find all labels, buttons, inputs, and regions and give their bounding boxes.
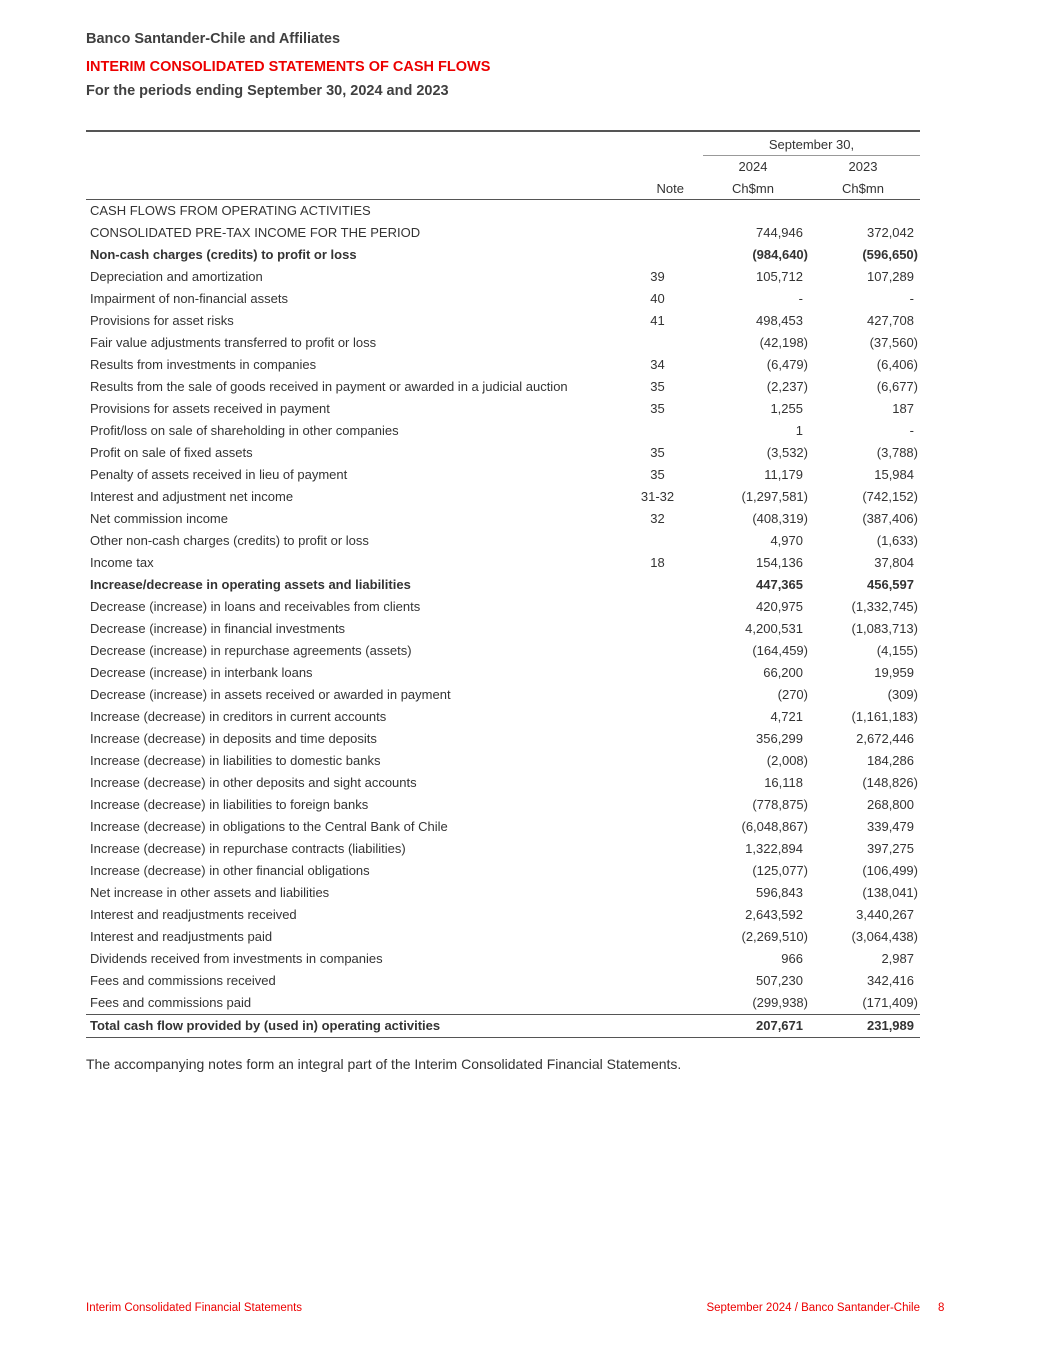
row-label: Impairment of non-financial assets [90, 291, 288, 306]
table-row [86, 596, 920, 618]
row-value-2024: 11,179 [764, 467, 803, 482]
row-value-2024: (164,459) [752, 643, 808, 658]
row-label: Interest and readjustments received [90, 907, 297, 922]
unit-2024-header: Ch$mn [732, 181, 774, 196]
row-label: Increase (decrease) in other deposits and sight accounts [90, 775, 417, 790]
row-note: 18 [650, 555, 665, 570]
row-value-2023: (6,406) [876, 357, 918, 372]
table-row [86, 992, 920, 1014]
row-label: CONSOLIDATED PRE-TAX INCOME FOR THE PERIOD [90, 225, 421, 240]
row-label: Increase (decrease) in other financial obligations [90, 863, 370, 878]
row-value-2023: (309) [887, 687, 918, 702]
row-value-2024: (2,008) [766, 753, 808, 768]
footer-document-name: Interim Consolidated Financial Statements [86, 1302, 303, 1314]
row-value-2023: 397,275 [867, 841, 914, 856]
row-value-2024: 4,721 [770, 709, 803, 724]
row-label: Profit on sale of fixed assets [90, 445, 253, 460]
row-note: 35 [650, 379, 665, 394]
table-row [86, 970, 920, 992]
row-label: Provisions for asset risks [90, 313, 234, 328]
row-label: Provisions for assets received in payment [90, 401, 330, 416]
row-label: Penalty of assets received in lieu of payment [90, 467, 348, 482]
row-label: Other non-cash charges (credits) to profit or loss [90, 533, 369, 548]
table-header [86, 132, 920, 199]
row-value-2023: (37,560) [869, 335, 918, 350]
row-value-2024: 207,671 [756, 1018, 803, 1033]
row-label: Decrease (increase) in assets received or awarded in payment [90, 687, 451, 702]
total-row [86, 1014, 920, 1038]
table-row [86, 728, 920, 750]
unit-2023-header: Ch$mn [842, 181, 884, 196]
row-note: 35 [650, 467, 665, 482]
row-value-2024: (6,048,867) [741, 819, 808, 834]
row-value-2023: 456,597 [867, 577, 914, 592]
row-label: Income tax [90, 555, 154, 570]
row-label: Decrease (increase) in repurchase agreements (assets) [90, 643, 412, 658]
row-note: 34 [650, 357, 665, 372]
row-value-2023: (1,332,745) [851, 599, 918, 614]
row-label: Increase/decrease in operating assets and liabilities [90, 577, 411, 592]
row-label: Fair value adjustments transferred to profit or loss [90, 335, 377, 350]
row-value-2024: 356,299 [756, 731, 803, 746]
row-label: Fees and commissions received [90, 973, 276, 988]
table-row [86, 464, 920, 486]
row-label: CASH FLOWS FROM OPERATING ACTIVITIES [90, 203, 371, 218]
row-value-2023: 184,286 [867, 753, 914, 768]
row-label: Net increase in other assets and liabilities [90, 885, 330, 900]
table-row [86, 860, 920, 882]
table-row [86, 618, 920, 640]
table-row [86, 948, 920, 970]
row-value-2024: (270) [777, 687, 808, 702]
table-row [86, 244, 920, 266]
row-value-2024: (125,077) [752, 863, 808, 878]
row-value-2024: (2,269,510) [741, 929, 808, 944]
table-row [86, 662, 920, 684]
row-value-2024: 4,200,531 [745, 621, 803, 636]
row-label: Increase (decrease) in creditors in current accounts [90, 709, 387, 724]
row-value-2023: (3,064,438) [851, 929, 918, 944]
row-value-2024: 105,712 [756, 269, 803, 284]
row-value-2024: 1,255 [770, 401, 803, 416]
row-label: Decrease (increase) in financial investments [90, 621, 346, 636]
table-row [86, 288, 920, 310]
row-value-2024: 1 [795, 423, 803, 438]
table-row [86, 926, 920, 948]
row-value-2023: (387,406) [862, 511, 918, 526]
table-row [86, 574, 920, 596]
row-value-2024: 16,118 [764, 775, 803, 790]
row-value-2024: (778,875) [752, 797, 808, 812]
row-label: Increase (decrease) in liabilities to domestic banks [90, 753, 381, 768]
row-label: Increase (decrease) in repurchase contracts (liabilities) [90, 841, 406, 856]
row-label: Profit/loss on sale of shareholding in other companies [90, 423, 399, 438]
row-value-2023: (3,788) [876, 445, 918, 460]
row-value-2023: 372,042 [867, 225, 914, 240]
row-value-2023: 2,672,446 [856, 731, 914, 746]
row-value-2023: 3,440,267 [856, 907, 914, 922]
company-name: Banco Santander-Chile and Affiliates [86, 31, 341, 47]
row-value-2024: 2,643,592 [745, 907, 803, 922]
row-value-2023: 107,289 [867, 269, 914, 284]
row-value-2024: (299,938) [752, 995, 808, 1010]
row-value-2023: - [909, 423, 914, 438]
row-label: Results from the sale of goods received in payment or awarded in a judicial auction [90, 379, 568, 394]
year-2023-header: 2023 [848, 159, 878, 174]
table-row [86, 794, 920, 816]
row-value-2024: (984,640) [752, 247, 808, 262]
row-note: 39 [650, 269, 665, 284]
row-value-2024: (6,479) [766, 357, 808, 372]
row-value-2024: 447,365 [756, 577, 803, 592]
row-value-2023: - [909, 291, 914, 306]
table-row [86, 552, 920, 574]
table-row [86, 354, 920, 376]
row-label: Fees and commissions paid [90, 995, 252, 1010]
row-value-2023: 342,416 [867, 973, 914, 988]
row-note: 32 [650, 511, 665, 526]
row-label: Increase (decrease) in deposits and time deposits [90, 731, 377, 746]
row-value-2023: (171,409) [862, 995, 918, 1010]
cash-flow-table [86, 130, 920, 1038]
row-value-2023: 427,708 [867, 313, 914, 328]
row-value-2023: 187 [892, 401, 914, 416]
row-value-2024: (1,297,581) [741, 489, 808, 504]
row-value-2023: (148,826) [862, 775, 918, 790]
row-note: 35 [650, 445, 665, 460]
row-value-2023: (1,161,183) [851, 709, 918, 724]
row-value-2024: (2,237) [766, 379, 808, 394]
table-row [86, 882, 920, 904]
row-note: 35 [650, 401, 665, 416]
row-value-2024: - [798, 291, 803, 306]
row-label: Interest and readjustments paid [90, 929, 273, 944]
table-row [86, 420, 920, 442]
row-label: Decrease (increase) in loans and receivables from clients [90, 599, 421, 614]
row-value-2023: (138,041) [862, 885, 918, 900]
row-value-2024: (3,532) [766, 445, 808, 460]
row-value-2024: 4,970 [770, 533, 803, 548]
table-row [86, 332, 920, 354]
row-label: Interest and adjustment net income [90, 489, 294, 504]
table-row [86, 200, 920, 222]
table-row [86, 266, 920, 288]
row-value-2024: 1,322,894 [745, 841, 803, 856]
year-2024-header: 2024 [738, 159, 768, 174]
table-row [86, 904, 920, 926]
row-value-2024: 66,200 [763, 665, 803, 680]
row-value-2023: (596,650) [862, 247, 918, 262]
table-row [86, 684, 920, 706]
footer-period-bank: September 2024 / Banco Santander-Chile [706, 1302, 920, 1314]
row-value-2023: (106,499) [862, 863, 918, 878]
table-row [86, 442, 920, 464]
row-value-2024: 420,975 [756, 599, 803, 614]
row-value-2023: 231,989 [867, 1018, 914, 1033]
table-row [86, 508, 920, 530]
row-value-2023: 2,987 [881, 951, 914, 966]
note-column-header: Note [656, 181, 684, 196]
period-header-rule [703, 155, 920, 156]
row-value-2023: 15,984 [874, 467, 914, 482]
row-value-2023: 268,800 [867, 797, 914, 812]
row-value-2023: (6,677) [876, 379, 918, 394]
row-value-2024: (408,319) [752, 511, 808, 526]
table-row [86, 222, 920, 244]
row-value-2023: 37,804 [874, 555, 914, 570]
row-label: Increase (decrease) in obligations to the Central Bank of Chile [90, 819, 448, 834]
table-row [86, 486, 920, 508]
row-value-2024: 498,453 [756, 313, 803, 328]
row-value-2023: (1,633) [876, 533, 918, 548]
row-value-2023: (1,083,713) [851, 621, 918, 636]
table-row [86, 750, 920, 772]
footnote: The accompanying notes form an integral part of the Interim Consolidated Financial Statements. [86, 1056, 682, 1072]
row-label: Increase (decrease) in liabilities to foreign banks [90, 797, 369, 812]
row-note: 40 [650, 291, 665, 306]
row-value-2023: (742,152) [862, 489, 918, 504]
row-value-2023: 339,479 [867, 819, 914, 834]
row-note: 41 [650, 313, 665, 328]
table-row [86, 706, 920, 728]
row-label: Total cash flow provided by (used in) operating activities [90, 1018, 441, 1033]
row-value-2024: 966 [781, 951, 803, 966]
page-number: 8 [938, 1302, 945, 1314]
row-value-2024: (42,198) [759, 335, 808, 350]
row-label: Net commission income [90, 511, 228, 526]
statement-title: INTERIM CONSOLIDATED STATEMENTS OF CASH FLOWS [86, 59, 491, 75]
row-label: Results from investments in companies [90, 357, 317, 372]
table-row [86, 376, 920, 398]
table-row [86, 838, 920, 860]
table-row [86, 310, 920, 332]
row-value-2023: (4,155) [876, 643, 918, 658]
table-row [86, 816, 920, 838]
table-row [86, 530, 920, 552]
row-note: 31-32 [640, 489, 675, 504]
row-label: Non-cash charges (credits) to profit or loss [90, 247, 357, 262]
table-body [86, 200, 920, 1038]
row-label: Dividends received from investments in companies [90, 951, 383, 966]
row-label: Depreciation and amortization [90, 269, 263, 284]
table-row [86, 772, 920, 794]
row-value-2024: 154,136 [756, 555, 803, 570]
row-value-2023: 19,959 [874, 665, 914, 680]
row-value-2024: 596,843 [756, 885, 803, 900]
row-value-2024: 507,230 [756, 973, 803, 988]
row-label: Decrease (increase) in interbank loans [90, 665, 313, 680]
table-row [86, 398, 920, 420]
table-row [86, 640, 920, 662]
statement-period: For the periods ending September 30, 2024 and 2023 [86, 83, 449, 99]
period-header: September 30, [768, 137, 855, 152]
row-value-2024: 744,946 [756, 225, 803, 240]
